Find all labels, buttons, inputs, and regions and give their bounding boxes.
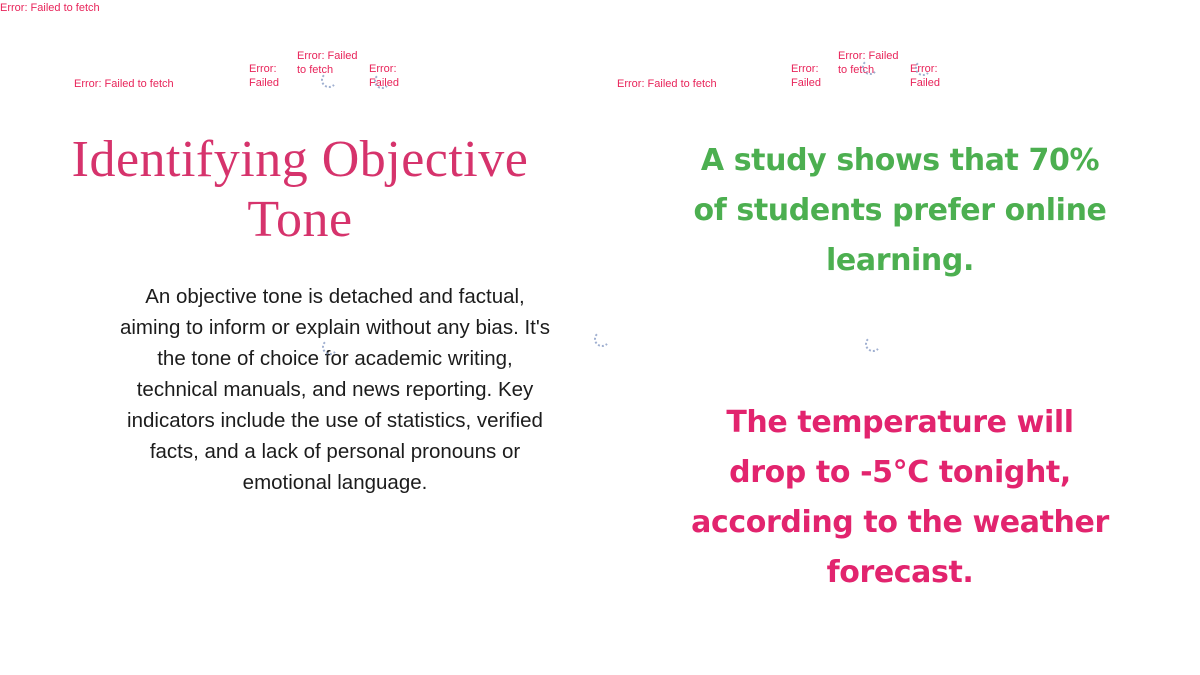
error-message: Error: Failed [910,63,940,89]
loading-spinner-icon [322,339,338,355]
right-column [600,0,1200,675]
loading-spinner-icon [862,59,878,75]
example-quote-green: A study shows that 70% of students prefer online learning. [693,143,1107,278]
error-message: Error: Failed to fetch [297,50,358,76]
error-message: Error: Failed to fetch [838,50,899,76]
loading-spinner-icon [321,72,337,88]
error-message: Error: Failed to fetch [0,2,100,14]
body-paragraph: An objective tone is detached and factual, aiming to inform or explain without any bias. It's the tone of choice for academic writing, technical manuals, and news reporting. Key indicators include the use of statistics, verified facts, and a lack of personal pronouns or emotional language. [119,285,551,494]
error-message: Error: Failed [369,63,399,89]
example-quote-pink: The temperature will drop to -5°C tonight, according to the weather forecast. [691,405,1109,590]
error-message: Error: Failed to fetch [74,78,174,90]
loading-spinner-icon [865,336,881,352]
loading-spinner-icon [915,60,931,76]
loading-spinner-icon [594,331,610,347]
loading-spinner-icon [374,73,390,89]
page-title: Identifying Objective Tone [71,131,529,248]
error-message: Error: Failed [791,63,821,89]
error-message: Error: Failed [249,63,279,89]
error-message: Error: Failed to fetch [617,78,717,90]
